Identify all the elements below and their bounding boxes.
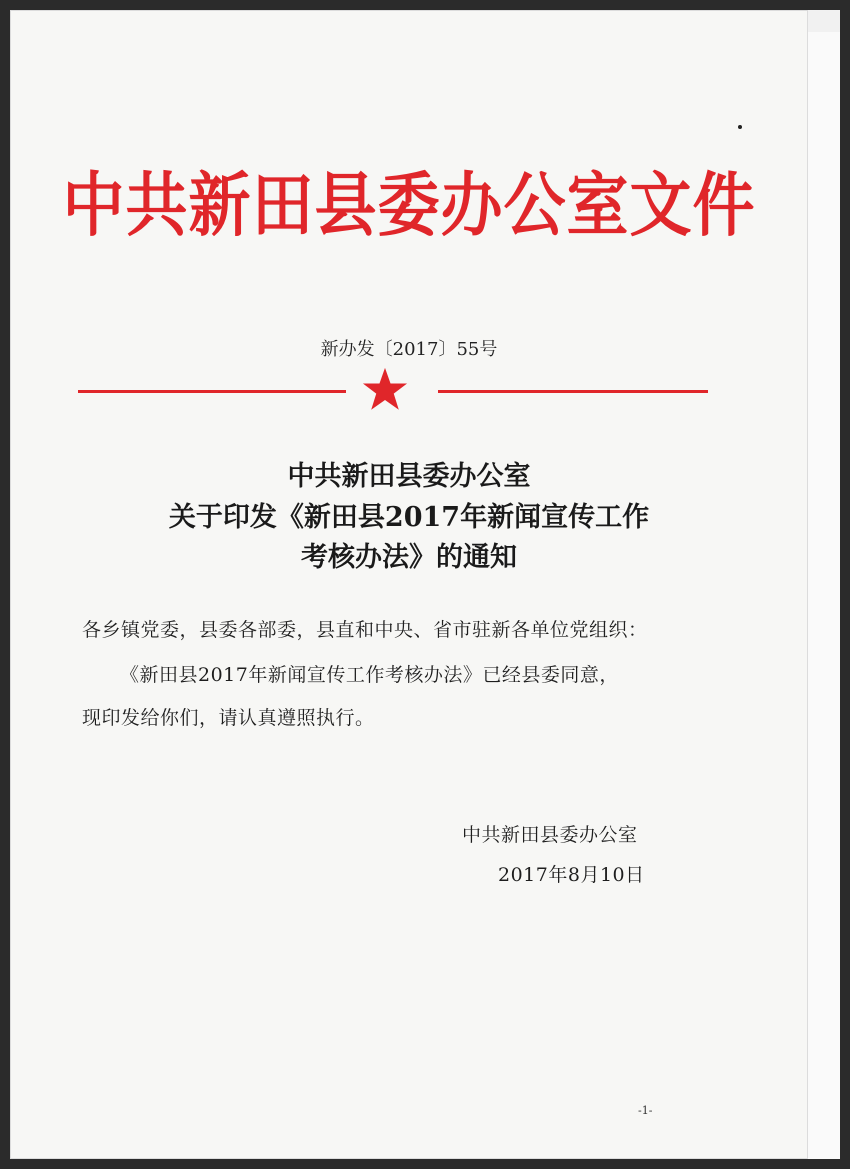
document-number: 新办发〔2017〕55号	[320, 339, 498, 360]
scan-margin	[808, 10, 840, 1159]
document-header-title: 中共新田县委办公室文件	[62, 164, 756, 246]
notice-title-line-3: 考核办法》的通知	[301, 542, 517, 573]
red-rule-left	[78, 390, 346, 393]
page-number: -1-	[638, 1104, 653, 1117]
notice-title-line-1: 中共新田县委办公室	[287, 461, 531, 492]
scan-corner	[808, 10, 840, 32]
salutation: 各乡镇党委，县委各部委，县直和中央、省市驻新各单位党组织：	[82, 619, 648, 641]
body-paragraph-2: 现印发给你们，请认真遵照执行。	[82, 707, 375, 729]
scan-speck	[738, 125, 742, 129]
issuer-signature: 中共新田县委办公室	[462, 824, 638, 846]
body-paragraph-1: 《新田县2017年新闻宣传工作考核办法》已经县委同意，	[120, 664, 619, 686]
issue-date: 2017年8月10日	[498, 864, 645, 886]
notice-title-line-2: 关于印发《新田县2017年新闻宣传工作	[168, 502, 650, 533]
document-page	[10, 10, 808, 1159]
red-rule-right	[438, 390, 708, 393]
star-icon	[362, 366, 408, 412]
